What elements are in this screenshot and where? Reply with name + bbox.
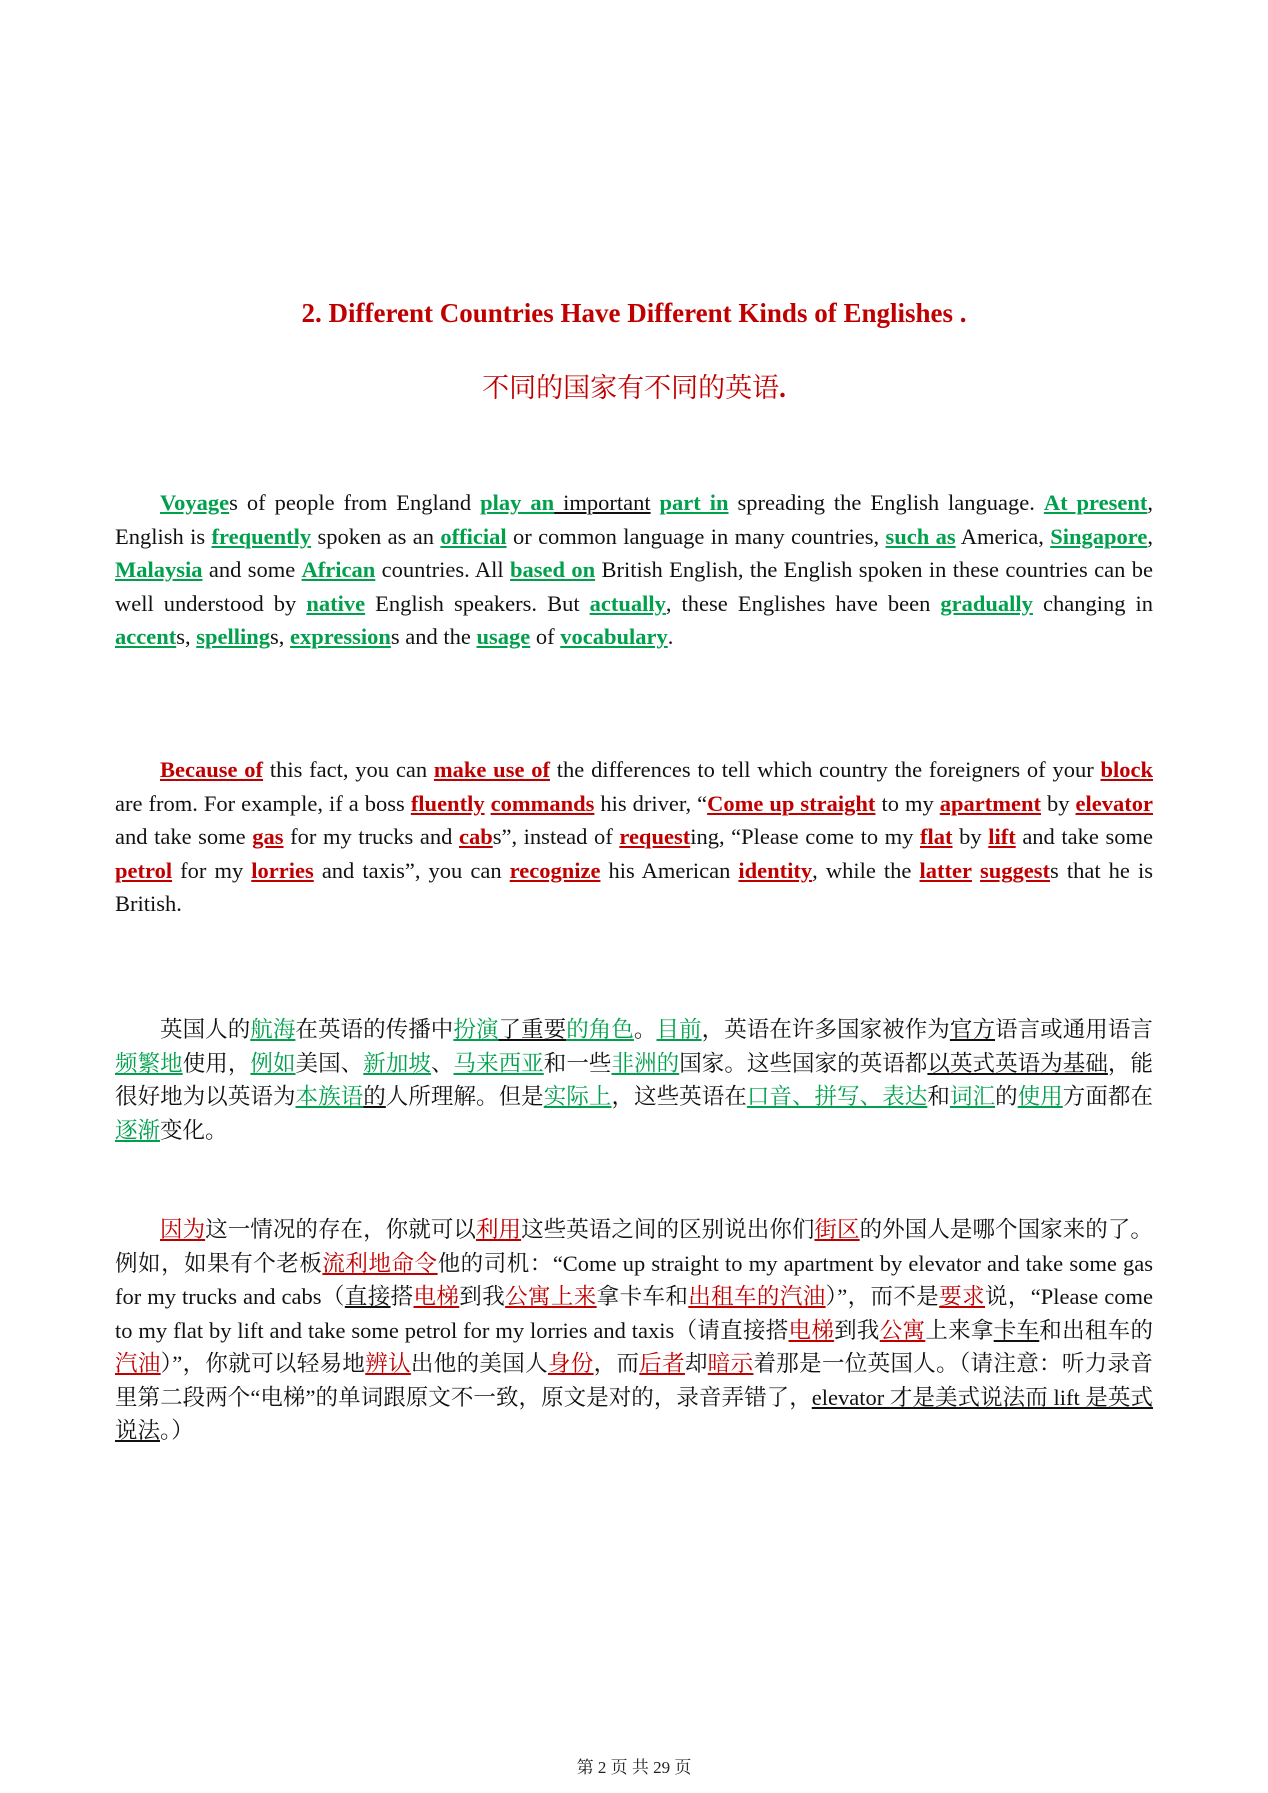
text-run: for my trucks and [283, 824, 459, 849]
text-run: 到我 [834, 1317, 880, 1343]
vocab-highlight: 例如 [250, 1050, 296, 1076]
vocab-highlight: Singapore [1050, 523, 1148, 549]
text-run: ，能很好地为以英语为 [115, 1050, 1153, 1109]
text-run: ，英语在许多国家被作为 [701, 1017, 950, 1042]
text-run: ）”，你就可以轻易地 [160, 1351, 366, 1376]
text-run: 美国、 [295, 1050, 364, 1076]
vocab-highlight: block [1100, 757, 1154, 782]
text-run: and take some [115, 824, 253, 849]
text-run: 说，“Please come to my flat by lift and take some petrol for my lorries and taxis（请直接搭 [115, 1284, 1153, 1343]
vocab-highlight: 实际上 [543, 1084, 612, 1109]
vocab-highlight: request [619, 824, 691, 849]
vocab-highlight: At present [1043, 490, 1148, 515]
vocab-highlight: 出租车的汽油 [688, 1284, 826, 1309]
text-run: ）”，而不是 [825, 1284, 940, 1309]
vocab-highlight: recognize [509, 857, 601, 883]
vocab-highlight: part in [659, 490, 729, 515]
vocab-highlight: actually [589, 590, 666, 616]
text-run [972, 858, 980, 883]
text-run: 他的司机：“Come up straight to my apartment by elevator and take some gas for my trucks and cabs（ [115, 1250, 1153, 1309]
vocab-highlight: cab [458, 824, 493, 849]
text-run: 搭 [390, 1284, 414, 1309]
vocab-highlight: based on [509, 557, 596, 582]
text-run: 在英语的传播中 [295, 1017, 454, 1042]
text-run: s, [270, 624, 291, 649]
vocab-highlight: lift [988, 824, 1016, 849]
text-run: 的外国人是哪个国家来的了。例如，如果有个老板 [115, 1217, 1153, 1276]
vocab-highlight: official [440, 523, 507, 549]
vocab-highlight: African [301, 557, 376, 582]
text-run: or common language in many countries, [506, 523, 886, 549]
vocab-highlight: commands [490, 790, 595, 816]
vocab-highlight: 使用 [1017, 1084, 1063, 1109]
paragraph-chinese-2 [115, 1213, 1153, 1448]
vocab-highlight: 街区 [814, 1217, 860, 1242]
text-run: by [952, 824, 989, 849]
vocab-highlight: 电梯 [413, 1284, 460, 1309]
text-run: . [667, 624, 674, 649]
text-run: America, [955, 523, 1051, 549]
text-run: countries. All [375, 557, 510, 582]
text-run: , [1147, 523, 1153, 549]
vocab-highlight: 暗示 [707, 1351, 754, 1376]
text-run: , these Englishes have been [665, 590, 941, 616]
vocab-highlight: flat [920, 824, 953, 849]
text-run: 使用， [182, 1050, 251, 1076]
vocab-highlight: 公寓上来 [505, 1284, 597, 1309]
vocab-highlight: make use of [433, 757, 550, 782]
vocab-highlight: such as [885, 523, 956, 549]
vocab-highlight: accent [115, 624, 177, 649]
text-run: his American [600, 857, 739, 883]
vocab-highlight: usage [476, 624, 531, 649]
underlined-text: 卡车 [993, 1317, 1040, 1343]
underlined-text: 官方 [949, 1017, 996, 1042]
underlined-text: elevator 才是美式说法而 lift 是英式说法 [115, 1384, 1153, 1443]
text-run: spoken as an [311, 523, 441, 549]
text-run: changing in [1032, 590, 1153, 616]
vocab-highlight: 新加坡 [363, 1050, 431, 1076]
vocab-highlight: 马来西亚 [453, 1050, 544, 1076]
text-run: English speakers. But [365, 590, 590, 616]
text-run: 方面都在 [1062, 1084, 1153, 1109]
vocab-highlight: 要求 [939, 1284, 985, 1309]
vocab-highlight: identity [738, 857, 813, 883]
text-run: this fact, you can [263, 757, 434, 782]
text-run: 着那是一位英国人。（请注意：听力录音里第二段两个“电梯”的单词跟原文不一致，原文是对的，录音弄错了， [115, 1351, 1153, 1410]
text-run: of [530, 624, 561, 649]
text-run: 到我 [459, 1284, 506, 1309]
vocab-highlight: 逐渐 [115, 1117, 161, 1143]
underlined-text: 直接 [344, 1284, 391, 1309]
vocab-highlight: 扮演 [453, 1017, 499, 1042]
text-run: to my [875, 790, 940, 816]
vocab-highlight: 电梯 [788, 1317, 835, 1343]
text-run: , while the [812, 857, 920, 883]
text-run: are from. For example, if a boss [115, 790, 411, 816]
text-run: 却 [684, 1351, 708, 1376]
text-run: 语言或通用语言 [995, 1017, 1153, 1042]
text-run: 人所理解。但是 [385, 1084, 544, 1109]
text-run: 。 [633, 1017, 657, 1042]
text-run: and take some [1015, 824, 1153, 849]
text-run: and some [202, 557, 302, 582]
vocab-highlight: 目前 [656, 1017, 702, 1042]
vocab-highlight: spelling [196, 624, 271, 649]
text-run: s of people from England [229, 490, 481, 515]
text-run: 变化。 [160, 1117, 228, 1143]
paragraph-chinese-1 [115, 1013, 1153, 1147]
vocab-highlight: Malaysia [115, 557, 203, 582]
vocab-highlight: fluently [410, 790, 485, 816]
text-run: and taxis”, you can [313, 857, 510, 883]
text-run: 和 [927, 1084, 950, 1109]
text-run: 上来拿 [925, 1317, 994, 1343]
vocab-highlight: gradually [940, 590, 1033, 616]
vocab-highlight: expression [290, 624, 391, 649]
vocab-highlight: 的角色 [566, 1017, 634, 1042]
text-run: British English, the English spoken in these countries can be well understood by [115, 557, 1153, 616]
vocab-highlight: apartment [939, 790, 1041, 816]
vocab-highlight: 后者 [639, 1351, 685, 1376]
text-run: 和出租车的 [1039, 1317, 1153, 1343]
vocab-highlight: 频繁地 [115, 1050, 183, 1076]
vocab-highlight: 口音、拼写、表达 [746, 1084, 928, 1109]
vocab-highlight: latter [919, 857, 972, 883]
vocab-highlight: Voyage [160, 490, 230, 515]
vocab-highlight: 辨认 [365, 1351, 411, 1376]
vocab-highlight: 公寓 [879, 1317, 926, 1343]
text-run: 。） [160, 1418, 194, 1443]
title-chinese: 不同的国家有不同的英语. [482, 373, 786, 403]
vocab-highlight: 流利地命令 [322, 1250, 438, 1276]
underlined-text: important [554, 490, 651, 515]
text-run: his driver, “ [594, 790, 708, 816]
text-run [651, 490, 660, 515]
text-run: ，而 [593, 1351, 640, 1376]
vocab-highlight: 航海 [250, 1017, 296, 1042]
vocab-highlight: 利用 [475, 1217, 522, 1242]
text-run: for my [172, 857, 252, 883]
text-run: ing, “Please come to my [690, 824, 921, 849]
text-run: s, [176, 624, 197, 649]
vocab-highlight: Come up straight [707, 790, 876, 816]
paragraph-english-1 [115, 486, 1153, 654]
text-run: s and the [390, 624, 477, 649]
vocab-highlight: 汽油 [115, 1351, 161, 1376]
text-run: 拿卡车和 [596, 1284, 689, 1309]
vocab-highlight: gas [252, 824, 284, 849]
vocab-highlight: suggest [980, 857, 1051, 883]
vocab-highlight: Because of [160, 757, 264, 782]
text-run: 、 [430, 1050, 454, 1076]
text-run: spreading the English language. [728, 490, 1044, 515]
text-run: the differences to tell which country the foreigners of your [550, 757, 1101, 782]
text-run: , English is [115, 490, 1153, 549]
vocab-highlight: 身份 [547, 1351, 594, 1376]
text-run: s”, instead of [492, 824, 620, 849]
text-run: 这一情况的存在，你就可以 [205, 1217, 476, 1242]
title-english: 2. Different Countries Have Different Kinds of Englishes . [301, 298, 967, 328]
vocab-highlight: 词汇 [949, 1084, 996, 1109]
vocab-highlight: frequently [211, 523, 312, 549]
text-run: 英国人的 [160, 1017, 251, 1042]
vocab-highlight: 非洲的 [611, 1050, 680, 1076]
vocab-highlight: lorries [251, 857, 314, 883]
vocab-highlight: 本族语 [295, 1084, 364, 1109]
text-run: 和一些 [543, 1050, 612, 1076]
text-run: ，这些英语在 [611, 1084, 747, 1109]
page-footer: 第 2 页 共 29 页 [576, 1758, 692, 1777]
text-run: 国家。这些国家的英语都 [679, 1050, 928, 1076]
vocab-highlight: play an [480, 490, 555, 515]
vocab-highlight: petrol [115, 857, 173, 883]
vocab-highlight: vocabulary [560, 624, 668, 649]
paragraph-english-2 [115, 753, 1153, 921]
text-run: 出他的美国人 [410, 1351, 548, 1376]
vocab-highlight: 因为 [160, 1217, 206, 1242]
text-run: by [1041, 790, 1076, 816]
text-run: 的 [995, 1084, 1018, 1109]
text-run: s that he is British. [115, 857, 1153, 916]
underlined-text: 以英式英语为基础 [927, 1050, 1108, 1076]
vocab-highlight: elevator [1075, 790, 1154, 816]
underlined-text: 的 [363, 1084, 386, 1109]
vocab-highlight: native [306, 590, 366, 616]
text-run: 这些英语之间的区别说出你们 [521, 1217, 815, 1242]
underlined-text: 了重要 [498, 1017, 567, 1042]
